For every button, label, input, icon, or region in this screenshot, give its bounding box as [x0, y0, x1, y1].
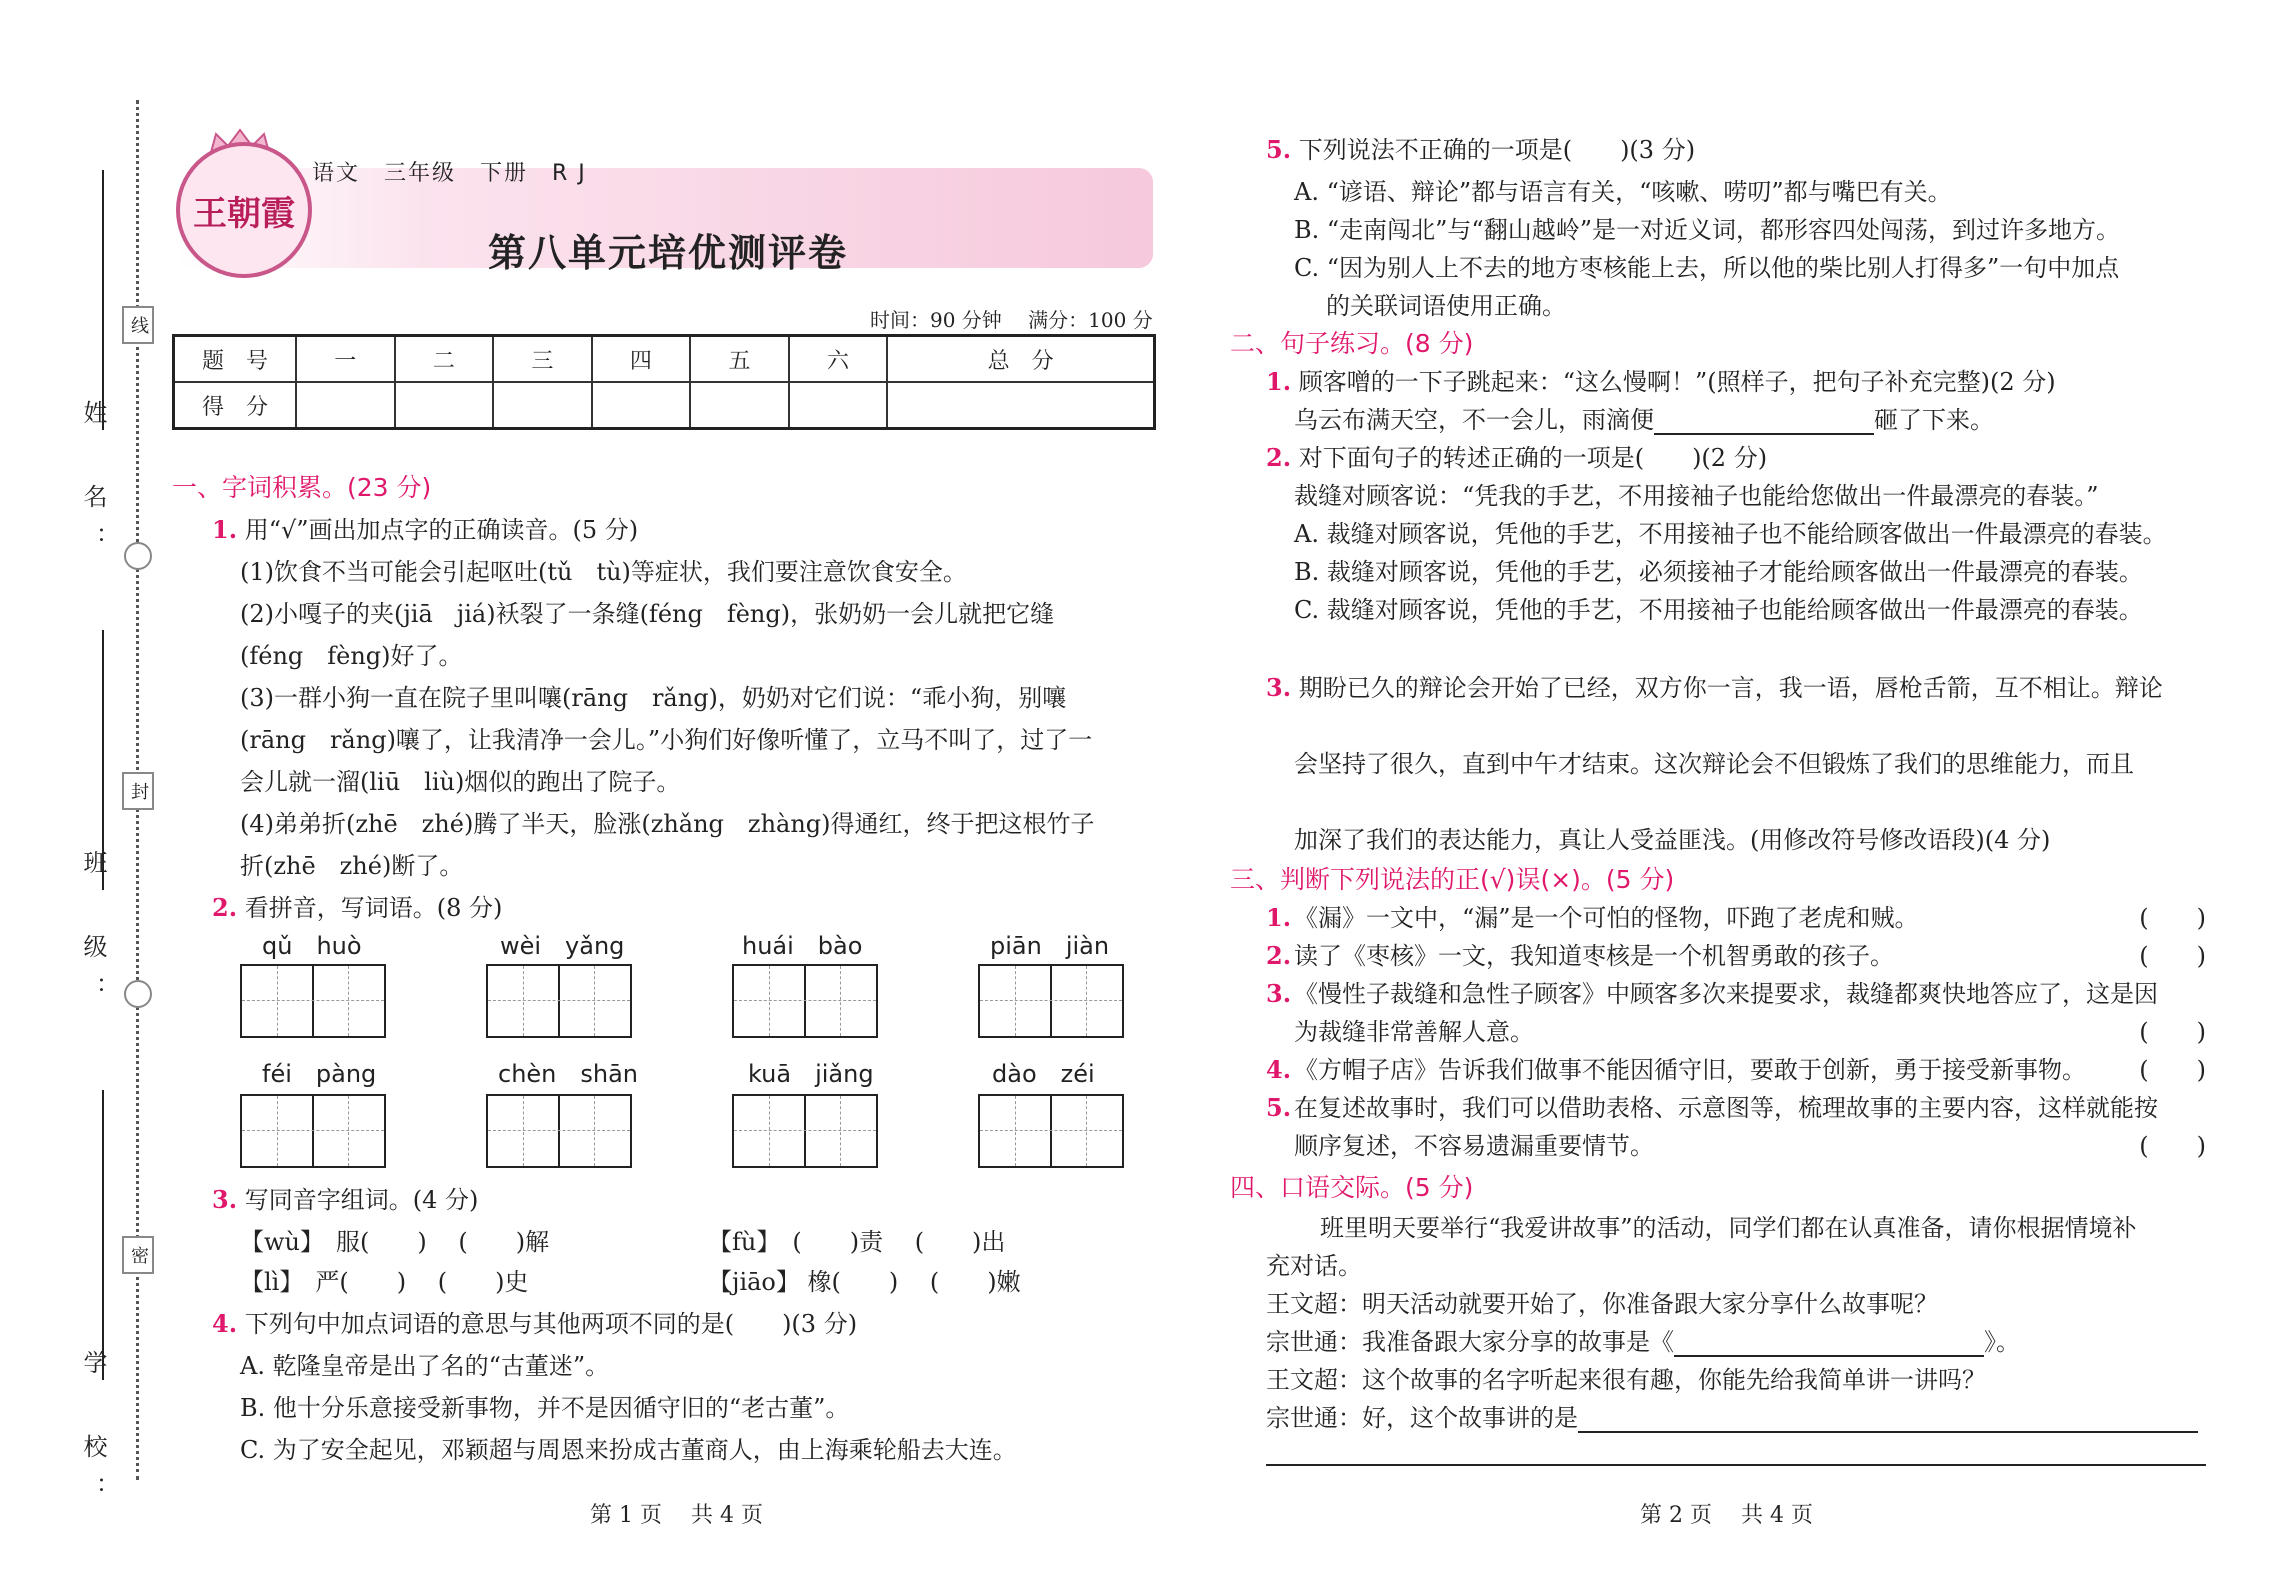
section-2-title: 二、句子练习。(8 分)	[1230, 329, 1474, 358]
q4-option-a: A. 乾隆皇帝是出了名的“古董迷”。	[240, 1352, 610, 1380]
q1-line6: 会儿就一溜(liū liù)烟似的跑出了院子。	[240, 768, 681, 796]
judgement-item	[1266, 1126, 2206, 1161]
cell-header: 六	[789, 336, 888, 383]
s2-q1-prompt	[1266, 362, 2056, 397]
q3-row1-right: 【fù】 ( )责 ( )出	[708, 1228, 1006, 1256]
page-1-footer: 第 1 页 共 4 页	[590, 1503, 763, 1528]
q3-row1-left: 【wù】 服( ) ( )解	[240, 1228, 550, 1256]
q5-prompt	[1266, 130, 1695, 165]
q5-option-b: B. “走南闯北”与“翻山越岭”是一对近义词，都形容四处闯荡，到过许多地方。	[1294, 216, 2120, 244]
question-text: 写同音字组词。(4 分)	[244, 1186, 479, 1214]
s2-q3-line1	[1266, 668, 2163, 703]
q1-line5: (rāng rǎng)嚷了，让我清净一会儿。”小狗们好像听懂了，立马不叫了，过了一	[240, 726, 1093, 754]
writing-grid[interactable]	[732, 1094, 878, 1168]
judgement-item	[1266, 898, 2206, 933]
judgement-item	[1266, 1050, 2206, 1085]
s2-q2-prompt	[1266, 438, 1767, 473]
q2-prompt	[212, 888, 502, 923]
story-content-blank[interactable]	[1578, 1405, 2198, 1433]
class-label: 班 级：	[79, 850, 107, 1018]
s2-q3-line2: 会坚持了很久，直到中午才结束。这次辩论会不但锻炼了我们的思维能力，而且	[1294, 750, 2134, 778]
judgement-text: 顺序复述，不容易遗漏重要情节。	[1294, 1132, 1654, 1160]
pinyin-2: wèi yǎng	[500, 932, 625, 960]
judgement-text: 为裁缝非常善解人意。	[1294, 1018, 1534, 1046]
score-header-row	[174, 336, 1155, 383]
fill-text: 乌云布满天空，不一会儿，雨滴便	[1294, 406, 1654, 434]
cell-header: 二	[395, 336, 494, 383]
pinyin-4: piān jiàn	[990, 932, 1110, 960]
cell-header: 四	[592, 336, 691, 383]
q4-option-b: B. 他十分乐意接受新事物，并不是因循守旧的“老古董”。	[240, 1394, 850, 1422]
judgement-text: 在复述故事时，我们可以借助表格、示意图等，梳理故事的主要内容，这样就能按	[1294, 1094, 2158, 1122]
score-value-row	[174, 382, 1155, 429]
score-cell[interactable]	[592, 382, 691, 429]
q1-line1: (1)饮食不当可能会引起呕吐(tǔ tù)等症状，我们要注意饮食安全。	[240, 558, 967, 586]
cell-score-label: 得 分	[174, 382, 297, 429]
score-cell[interactable]	[789, 382, 888, 429]
dialog-line-4	[1266, 1398, 2198, 1433]
cell-header: 五	[690, 336, 789, 383]
cell-header: 一	[296, 336, 395, 383]
question-text: 期盼已久的辩论会开始了已经，双方你一言，我一语，唇枪舌箭，互不相让。辩论	[1298, 674, 2163, 702]
question-number: 4.	[1266, 1055, 1292, 1084]
fill-text: 砸了下来。	[1874, 406, 1994, 434]
score-cell[interactable]	[690, 382, 789, 429]
brand-logo: 王朝霞	[176, 142, 312, 278]
judgement-item	[1266, 1088, 2206, 1123]
pinyin-7: kuā jiǎng	[748, 1060, 874, 1088]
q1-prompt	[212, 510, 638, 545]
q3-row2-right: 【jiāo】 橡( ) ( )嫩	[708, 1268, 1021, 1296]
dialog-line-2	[1266, 1322, 2020, 1357]
page-title: 第八单元培优测评卷	[488, 231, 849, 275]
question-number: 5.	[1266, 1093, 1292, 1122]
s2-q3-line3: 加深了我们的表达能力，真让人受益匪浅。(用修改符号修改语段)(4 分)	[1294, 826, 2051, 854]
score-cell[interactable]	[296, 382, 395, 429]
binding-hole-1	[124, 542, 152, 570]
story-title-blank[interactable]	[1674, 1329, 1984, 1357]
question-number: 3.	[1266, 979, 1292, 1008]
dialog-text: 宗世通：我准备跟大家分享的故事是《	[1266, 1328, 1674, 1356]
dialog-text: 宗世通：好，这个故事讲的是	[1266, 1404, 1578, 1432]
question-text: 下列句中加点词语的意思与其他两项不同的是( )(3 分)	[244, 1310, 858, 1338]
section-1-title: 一、字词积累。(23 分)	[172, 473, 432, 502]
question-number: 2.	[1266, 941, 1292, 970]
q1-line2: (2)小嘎子的夹(jiā jiá)袄裂了一条缝(féng fèng)，张奶奶一会儿就把它缝	[240, 600, 1055, 628]
question-number: 2.	[1266, 443, 1292, 472]
s4-intro-2: 充对话。	[1266, 1252, 1362, 1280]
score-cell[interactable]	[395, 382, 494, 429]
q5-option-a: A. “谚语、辩论”都与语言有关，“咳嗽、唠叨”都与嘴巴有关。	[1294, 178, 1952, 206]
q1-line4: (3)一群小狗一直在院子里叫嚷(rāng rǎng)，奶奶对它们说：“乖小狗，别嚷	[240, 684, 1067, 712]
question-text: 用“√”画出加点字的正确读音。(5 分)	[244, 516, 639, 544]
question-number: 3.	[1266, 673, 1292, 702]
score-cell[interactable]	[887, 382, 1154, 429]
judgement-item	[1266, 974, 2206, 1009]
subject-grade: 语文 三年级 下册 R J	[312, 161, 587, 186]
q1-line3: (féng fèng)好了。	[240, 642, 463, 670]
name-underline	[102, 170, 104, 430]
section-3-title: 三、判断下列说法的正(√)误(×)。(5 分)	[1230, 865, 1675, 894]
score-cell[interactable]	[493, 382, 592, 429]
pinyin-1: qǔ huò	[262, 932, 362, 960]
judgement-item	[1266, 936, 2206, 971]
dialog-line-1: 王文超：明天活动就要开始了，你准备跟大家分享什么故事呢？	[1266, 1290, 1938, 1318]
binding-hole-2	[124, 980, 152, 1008]
question-text: 看拼音，写词语。(8 分)	[244, 894, 503, 922]
s4-intro-1: 班里明天要举行“我爱讲故事”的活动，同学们都在认真准备，请你根据情境补	[1320, 1214, 2137, 1242]
cell-header: 三	[493, 336, 592, 383]
school-label: 学 校：	[79, 1350, 107, 1518]
judgement-answer-box[interactable]: ( )	[2139, 942, 2206, 970]
section-4-title: 四、口语交际。(5 分)	[1230, 1173, 1474, 1202]
seal-feng-box: 封	[122, 772, 154, 810]
school-underline	[102, 1090, 104, 1380]
question-number: 1.	[1266, 367, 1292, 396]
q5-option-c2: 的关联词语使用正确。	[1326, 292, 1566, 320]
question-number: 5.	[1266, 135, 1292, 164]
judgement-text: 《方帽子店》告诉我们做事不能因循守旧，要敢于创新，勇于接受新事物。	[1294, 1056, 2086, 1084]
pinyin-6: chèn shān	[498, 1060, 639, 1088]
question-number: 4.	[212, 1309, 238, 1338]
question-text: 下列说法不正确的一项是( )(3 分)	[1298, 136, 1696, 164]
q4-option-c: C. 为了安全起见，邓颖超与周恩来扮成古董商人，由上海乘轮船去大连。	[240, 1436, 1017, 1464]
cell-header: 总 分	[887, 336, 1154, 383]
answer-line[interactable]	[1266, 1464, 2206, 1466]
writing-grid[interactable]	[486, 1094, 632, 1168]
judgement-text: 《慢性子裁缝和急性子顾客》中顾客多次来提要求，裁缝都爽快地答应了，这是因	[1294, 980, 2158, 1008]
pinyin-5: féi pàng	[262, 1060, 377, 1088]
question-number: 3.	[212, 1185, 238, 1214]
q4-prompt	[212, 1304, 857, 1339]
s2-q2-sentence: 裁缝对顾客说：“凭我的手艺，不用接袖子也能给您做出一件最漂亮的春装。”	[1294, 482, 2099, 510]
judgement-answer-box[interactable]: ( )	[2139, 1018, 2206, 1046]
q1-line7: (4)弟弟折(zhē zhé)腾了半天，脸涨(zhǎng zhàng)得通红，终于把这根竹子	[240, 810, 1095, 838]
seal-line-box: 线	[122, 306, 154, 344]
writing-grid[interactable]	[486, 964, 632, 1038]
dialog-text: 》。	[1984, 1328, 2020, 1356]
answer-blank[interactable]	[1654, 407, 1874, 435]
judgement-text: 读了《枣核》一文，我知道枣核是一个机智勇敢的孩子。	[1294, 942, 1894, 970]
question-number: 2.	[212, 893, 238, 922]
writing-grid[interactable]	[978, 1094, 1124, 1168]
judgement-answer-box[interactable]: ( )	[2139, 904, 2206, 932]
time-score-info: 时间：90 分钟 满分：100 分	[870, 308, 1153, 332]
name-label: 姓 名：	[79, 400, 107, 568]
dialog-line-3: 王文超：这个故事的名字听起来很有趣，你能先给我简单讲一讲吗？	[1266, 1366, 1986, 1394]
question-number: 1.	[212, 515, 238, 544]
pinyin-3: huái bào	[742, 932, 863, 960]
writing-grid[interactable]	[240, 964, 386, 1038]
s2-q2-option-c: C. 裁缝对顾客说，凭他的手艺，不用接袖子也能给顾客做出一件最漂亮的春装。	[1294, 596, 2143, 624]
question-text: 顾客噌的一下子跳起来：“这么慢啊！”(照样子，把句子补充完整)(2 分)	[1298, 368, 2056, 396]
writing-grid[interactable]	[732, 964, 878, 1038]
pinyin-8: dào zéi	[992, 1060, 1095, 1088]
judgement-answer-box[interactable]: ( )	[2139, 1132, 2206, 1160]
s2-q2-option-b: B. 裁缝对顾客说，凭他的手艺，必须接袖子才能给顾客做出一件最漂亮的春装。	[1294, 558, 2143, 586]
writing-grid[interactable]	[240, 1094, 386, 1168]
page-2-footer: 第 2 页 共 4 页	[1640, 1503, 1813, 1528]
score-table	[172, 334, 1156, 430]
s2-q2-option-a: A. 裁缝对顾客说，凭他的手艺，不用接袖子也不能给顾客做出一件最漂亮的春装。	[1294, 520, 2167, 548]
seal-mi-box: 密	[122, 1236, 154, 1274]
s2-q1-fill	[1294, 400, 1994, 435]
q3-row2-left: 【lì】 严( ) ( )史	[240, 1268, 529, 1296]
q5-option-c1: C. “因为别人上不去的地方枣核能上去，所以他的柴比别人打得多”一句中加点	[1294, 254, 2120, 282]
judgement-answer-box[interactable]: ( )	[2139, 1056, 2206, 1084]
q3-prompt	[212, 1180, 478, 1215]
cell-header: 题 号	[174, 336, 297, 383]
question-number: 1.	[1266, 903, 1292, 932]
q1-line8: 折(zhē zhé)断了。	[240, 852, 464, 880]
question-text: 对下面句子的转述正确的一项是( )(2 分)	[1298, 444, 1768, 472]
judgement-text: 《漏》一文中，“漏”是一个可怕的怪物，吓跑了老虎和贼。	[1294, 904, 1919, 932]
writing-grid[interactable]	[978, 964, 1124, 1038]
judgement-item	[1266, 1012, 2206, 1047]
